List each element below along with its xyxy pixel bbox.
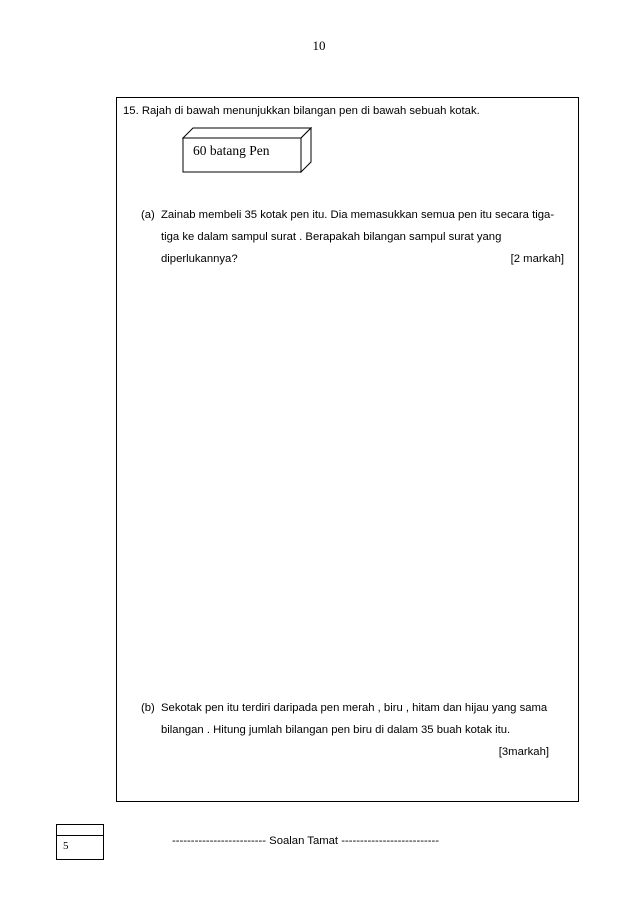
part-b-line: bilangan . Hitung jumlah bilangan pen biru di dalam 35 buah kotak itu. bbox=[161, 724, 511, 736]
part-a-line: Zainab membeli 35 kotak pen itu. Dia memasukkan semua pen itu secara tiga- bbox=[161, 209, 555, 221]
question-title: 15. Rajah di bawah menunjukkan bilangan pen di bawah sebuah kotak. bbox=[123, 105, 480, 117]
score-value: 5 bbox=[63, 840, 69, 852]
part-b bbox=[141, 697, 576, 763]
end-of-questions: ------------------------- Soalan Tamat -------------------------- bbox=[172, 835, 440, 847]
part-a bbox=[141, 204, 576, 270]
part-b-line: Sekotak pen itu terdiri daripada pen merah , biru , hitam dan hijau yang sama bbox=[161, 702, 548, 714]
part-a-marks: [2 markah] bbox=[510, 253, 564, 265]
score-box-divider bbox=[57, 835, 103, 836]
question-frame bbox=[116, 97, 579, 802]
part-a-line: diperlukannya? bbox=[161, 253, 238, 265]
page-number: 10 bbox=[312, 38, 326, 53]
part-b-marks: [3markah] bbox=[498, 746, 549, 758]
pen-box-label: 60 batang Pen bbox=[193, 143, 270, 158]
part-b-label: (b) bbox=[141, 702, 155, 714]
part-a-line: tiga ke dalam sampul surat . Berapakah bilangan sampul surat yang bbox=[161, 231, 502, 243]
score-box bbox=[56, 824, 104, 860]
part-a-label: (a) bbox=[141, 209, 155, 221]
